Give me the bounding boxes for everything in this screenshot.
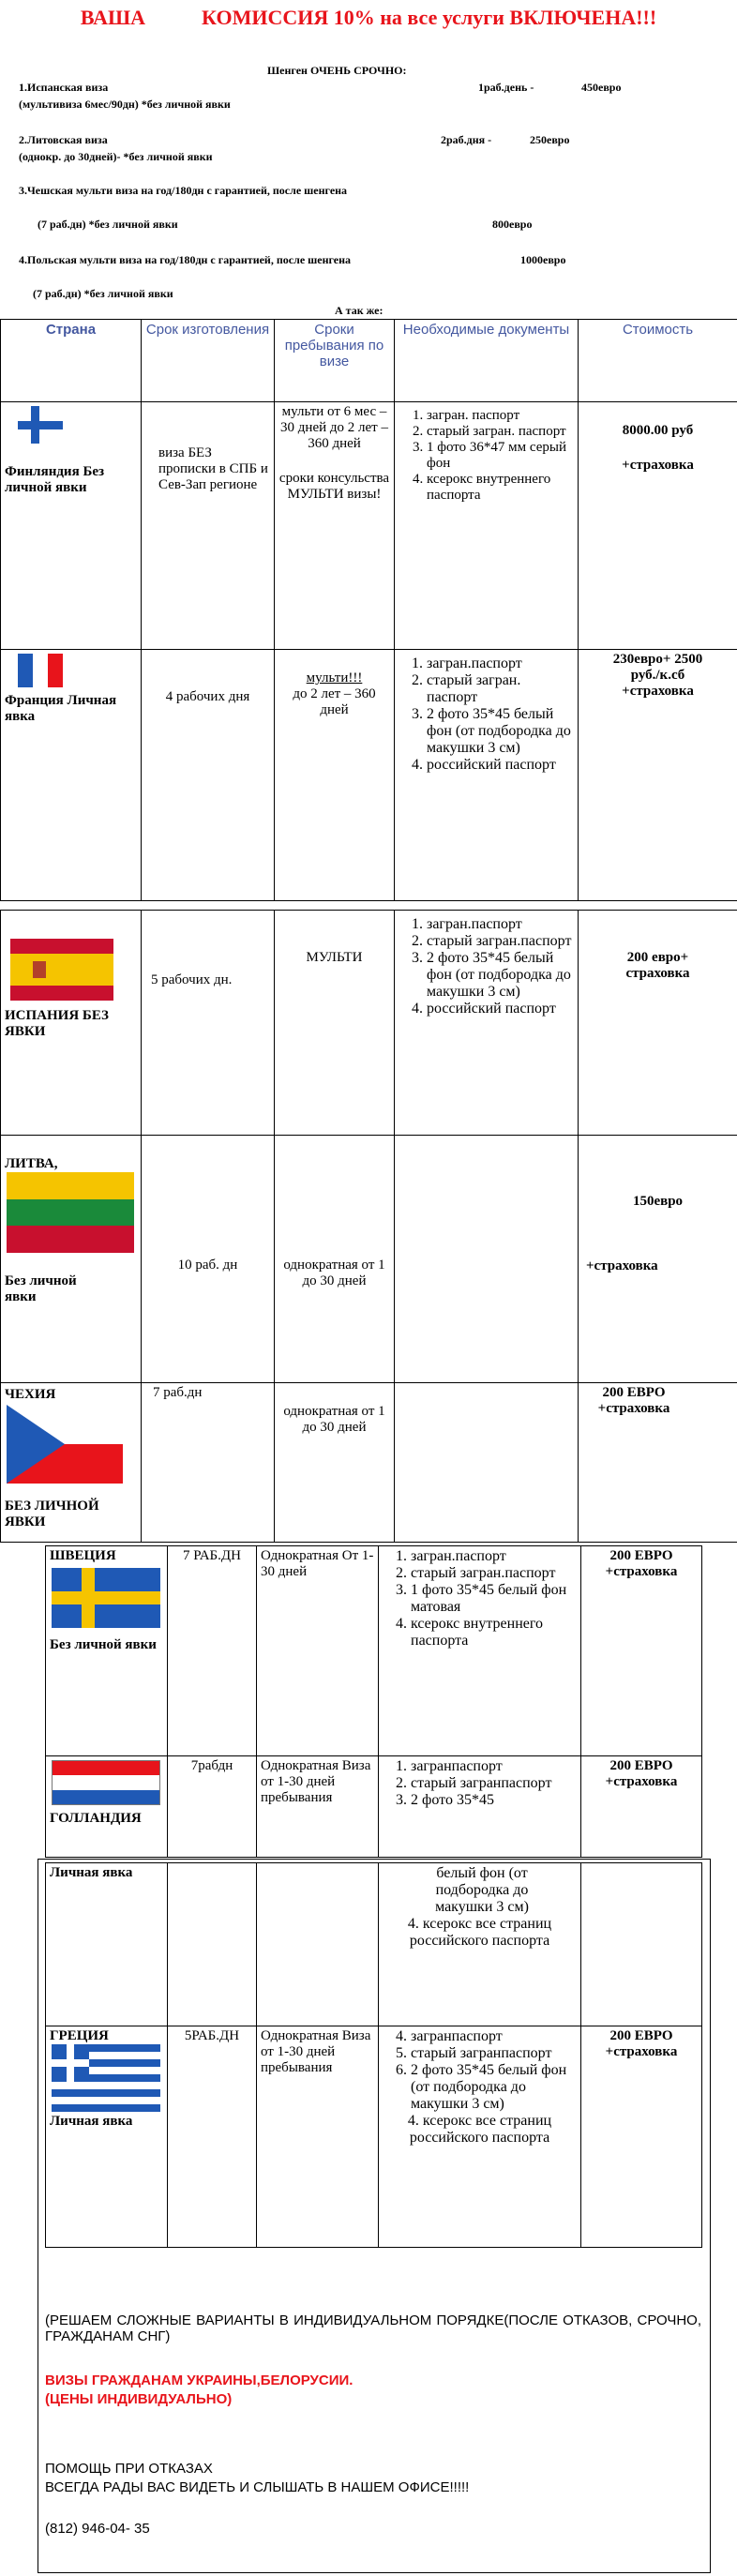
doc-item: 2. старый загран.паспорт: [427, 933, 574, 950]
item-2-term: 2раб.дня -: [441, 133, 492, 146]
cell-price: [579, 402, 737, 650]
doc-item: 1. загран. паспорт: [427, 408, 574, 424]
item-2-note: (однокр. до 30дней)- *без личной явки: [19, 150, 213, 163]
page-title: [0, 6, 737, 30]
cell-docs: [395, 911, 579, 1136]
country-subtitle: Без личной явки: [5, 1273, 77, 1304]
row-spain: [1, 911, 737, 1136]
price-text: 8000.00 руб: [622, 423, 694, 438]
cell-term: [168, 1863, 257, 2026]
cell-country: [1, 911, 142, 1136]
row-greece: [46, 2026, 702, 2248]
country-name: ИСПАНИЯ БЕЗ ЯВКИ: [5, 1008, 109, 1039]
stay-underlined: мульти!!!: [306, 670, 363, 685]
country-name: ШВЕЦИЯ: [50, 1548, 116, 1563]
stay-text: мульти от 6 мес – 30 дней до 2 лет – 360 дней: [280, 404, 388, 451]
footer-phone: (812) 946-04- 35: [45, 2521, 150, 2537]
cell-docs: [395, 402, 579, 650]
subtitle: Шенген ОЧЕНЬ СРОЧНО:: [267, 64, 407, 77]
term-text: 5РАБ.ДН: [184, 2028, 240, 2043]
cell-term: [142, 1136, 275, 1383]
table-header-row: [1, 320, 737, 402]
cell-stay: [257, 2026, 379, 2248]
cell-price: [581, 1756, 702, 1858]
stay-text: однократная от 1 до 30 дней: [283, 1404, 385, 1435]
footer-note: (РЕШАЕМ СЛОЖНЫЕ ВАРИАНТЫ В ИНДИВИДУАЛЬНОМ ПОРЯДКЕ(ПОСЛЕ ОТКАЗОВ, СРОЧНО, ГРАЖДАНАМ СНГ): [45, 2312, 701, 2344]
cell-price: [581, 2026, 702, 2248]
doc-item: 2. старый загран. паспорт: [427, 672, 574, 706]
sweden-flag-icon: [52, 1568, 160, 1628]
title-right: КОМИССИЯ 10% на все услуги ВКЛЮЧЕНА!!!: [202, 6, 657, 29]
stay-text: однократная от 1 до 30 дней: [283, 1258, 385, 1288]
term-text: 7 РАБ.ДН: [183, 1548, 241, 1563]
cell-country: [1, 1383, 142, 1543]
item-3-note: (7 раб.дн) *без личной явки: [38, 218, 178, 231]
cell-docs: [395, 650, 579, 901]
price-text: 200 ЕВРО +страховка: [597, 1385, 670, 1416]
spain-flag-icon: [10, 939, 113, 1001]
price-text: 200 ЕВРО +страховка: [605, 2028, 678, 2059]
cell-stay: [275, 402, 395, 650]
cell-term: [142, 1383, 275, 1543]
visa-table-2: [0, 910, 737, 1543]
cell-stay: [257, 1863, 379, 2026]
price-note: +страховка: [586, 1258, 658, 1273]
footer-red-line2: (ЦЕНЫ ИНДИВИДУАЛЬНО): [45, 2391, 233, 2407]
row-czech: [1, 1383, 737, 1543]
doc-item: 4. ксерокс внутреннего паспорта: [427, 472, 574, 504]
stay-text: Однократная Виза от 1-30 дней пребывания: [261, 2028, 371, 2075]
doc-item: 2. старый загран.паспорт: [411, 1565, 577, 1582]
item-1-price: 450евро: [581, 81, 622, 94]
cell-price: [581, 1546, 702, 1756]
country-subtitle: Личная явка: [50, 1865, 133, 1880]
cell-term: [168, 2026, 257, 2248]
price-text: 200 ЕВРО +страховка: [605, 1548, 678, 1579]
doc-item: 4. российский паспорт: [427, 1001, 574, 1017]
stay-text: Однократная От 1-30 дней: [261, 1548, 374, 1579]
doc-item: 1. загран.паспорт: [427, 916, 574, 933]
cell-country: [46, 1546, 168, 1756]
price-text: 200 евро+ страховка: [625, 950, 690, 981]
cell-docs: [395, 1136, 579, 1383]
stay-text: Однократная Виза от 1-30 дней пребывания: [261, 1758, 371, 1805]
cell-stay: [275, 1136, 395, 1383]
price-note: +страховка: [622, 458, 694, 473]
footer-red-line1: ВИЗЫ ГРАЖДАНАМ УКРАИНЫ,БЕЛОРУСИИ.: [45, 2373, 353, 2388]
cell-price: [579, 1383, 737, 1543]
netherlands-flag-icon: [52, 1760, 160, 1805]
doc-item: 5. старый загранпаспорт: [411, 2045, 577, 2062]
term-text: виза БЕЗ прописки в СПБ и Сев-Зап регионе: [158, 445, 268, 492]
price-text: 150евро: [632, 1194, 684, 1209]
doc-item: 4. ксерокс все страниц российского паспорта: [407, 1916, 552, 1949]
visa-table-3: [45, 1545, 702, 1858]
czech-flag-icon: [7, 1405, 123, 1484]
header-docs: Необходимые документы: [395, 320, 579, 402]
item-1-term: 1раб.день -: [478, 81, 534, 94]
doc-item: 3. 2 фото 35*45: [411, 1792, 577, 1809]
doc-item: 3. 1 фото 35*45 белый фон матовая: [411, 1582, 577, 1616]
term-text: 7 раб.дн: [153, 1385, 203, 1400]
cell-stay: [275, 650, 395, 901]
country-name: ЛИТВА,: [5, 1156, 58, 1171]
doc-item: 1. загран.паспорт: [427, 655, 574, 672]
country-name: Франция Личная явка: [5, 693, 117, 724]
cell-price: [579, 1136, 737, 1383]
cell-stay: [257, 1756, 379, 1858]
cell-term: [142, 911, 275, 1136]
cell-country: [46, 1863, 168, 2026]
header-country: Страна: [1, 320, 142, 402]
stay-note: сроки консульства МУЛЬТИ визы!: [278, 471, 390, 502]
item-2-name: 2.Литовская виза: [19, 133, 108, 146]
cell-term: [142, 402, 275, 650]
country-subtitle: Личная явка: [50, 2114, 133, 2129]
doc-item: 4. ксерокс внутреннего паспорта: [411, 1616, 577, 1650]
cell-docs: [379, 2026, 581, 2248]
row-france: [1, 650, 737, 901]
item-4-price: 1000евро: [520, 253, 566, 266]
doc-item: 4. ксерокс все страниц российского паспорта: [407, 2113, 552, 2146]
cell-country: [1, 650, 142, 901]
cell-docs: [395, 1383, 579, 1543]
doc-item: 2. старый загранпаспорт: [411, 1775, 577, 1792]
visa-table-1: [0, 319, 737, 901]
doc-item: 4. загранпаспорт: [411, 2028, 577, 2045]
doc-item: 4. российский паспорт: [427, 757, 574, 774]
cell-term: [168, 1546, 257, 1756]
doc-item: 3. 2 фото 35*45 белый фон (от подбородка до макушки 3 см): [427, 706, 574, 757]
row-finland: [1, 402, 737, 650]
doc-item: 3. 1 фото 36*47 мм серый фон: [427, 440, 574, 472]
title-left: ВАША: [80, 6, 146, 29]
header-term: Срок изготовления: [142, 320, 275, 402]
cell-docs: [379, 1863, 581, 2026]
also-label: А так же:: [335, 304, 384, 317]
item-2-price: 250евро: [530, 133, 570, 146]
header-price: Стоимость: [579, 320, 737, 402]
cell-price: [579, 650, 737, 901]
term-text: 5 рабочих дн.: [151, 972, 233, 987]
visa-table-4: [45, 1862, 702, 2248]
row-holland: [46, 1756, 702, 1858]
lithuania-flag-icon: [7, 1172, 134, 1253]
cell-country: [1, 1136, 142, 1383]
stay-text: до 2 лет – 360 дней: [293, 686, 376, 717]
cell-stay: [275, 1383, 395, 1543]
cell-country: [46, 2026, 168, 2248]
cell-price: [581, 1863, 702, 2026]
country-subtitle: БЕЗ ЛИЧНОЙ ЯВКИ: [5, 1499, 99, 1529]
doc-item: 6. 2 фото 35*45 белый фон (от подбородка до макушки 3 см): [411, 2062, 577, 2113]
cell-stay: [257, 1546, 379, 1756]
cell-docs: [379, 1756, 581, 1858]
row-lithuania: [1, 1136, 737, 1383]
country-subtitle: Без личной явки: [50, 1637, 157, 1652]
cell-term: [142, 650, 275, 901]
item-4-name: 4.Польская мульти виза на год/180дн с гарантией, после шенгена: [19, 253, 352, 266]
greece-flag-icon: [52, 2044, 160, 2112]
country-name: ЧЕХИЯ: [5, 1387, 56, 1402]
term-text: 4 рабочих дня: [165, 689, 250, 704]
term-text: 7рабдн: [190, 1758, 233, 1773]
cell-term: [168, 1756, 257, 1858]
cell-docs: [379, 1546, 581, 1756]
finland-flag-icon: [18, 406, 63, 444]
cell-stay: [275, 911, 395, 1136]
cell-country: [1, 402, 142, 650]
country-name: ГОЛЛАНДИЯ: [50, 1811, 142, 1826]
france-flag-icon: [18, 654, 63, 687]
doc-item: 3. 2 фото 35*45 белый фон (от подбородка до макушки 3 см): [427, 950, 574, 1001]
price-text: 230евро+ 2500 руб./к.сб +страховка: [612, 652, 703, 699]
cell-price: [579, 911, 737, 1136]
doc-item: 1. загран.паспорт: [411, 1548, 577, 1565]
term-text: 10 раб. дн: [177, 1258, 238, 1273]
country-name: ГРЕЦИЯ: [50, 2028, 109, 2043]
item-1-name: 1.Испанская виза: [19, 81, 109, 94]
item-1-note: (мультивиза 6мес/90дн) *без личной явки: [19, 98, 231, 111]
header-stay: Сроки пребывания по визе: [275, 320, 395, 402]
doc-item: 2. старый загран. паспорт: [427, 424, 574, 440]
footer-help: ПОМОЩЬ ПРИ ОТКАЗАХ: [45, 2461, 213, 2477]
row-holland-continued: [46, 1863, 702, 2026]
doc-item: 1. загранпаспорт: [411, 1758, 577, 1775]
footer-welcome: ВСЕГДА РАДЫ ВАС ВИДЕТЬ И СЛЫШАТЬ В НАШЕМ ОФИСЕ!!!!!: [45, 2479, 470, 2495]
doc-continued: белый фон (от подбородка до макушки 3 см): [435, 1865, 529, 1915]
price-text: 200 ЕВРО +страховка: [605, 1758, 678, 1789]
row-sweden: [46, 1546, 702, 1756]
item-4-note: (7 раб.дн) *без личной явки: [33, 287, 173, 300]
country-name: Финляндия Без личной явки: [5, 464, 105, 495]
cell-country: [46, 1756, 168, 1858]
stay-text: МУЛЬТИ: [306, 950, 363, 965]
item-3-name: 3.Чешская мульти виза на год/180дн с гарантией, после шенгена: [19, 184, 348, 197]
item-3-price: 800евро: [492, 218, 533, 231]
